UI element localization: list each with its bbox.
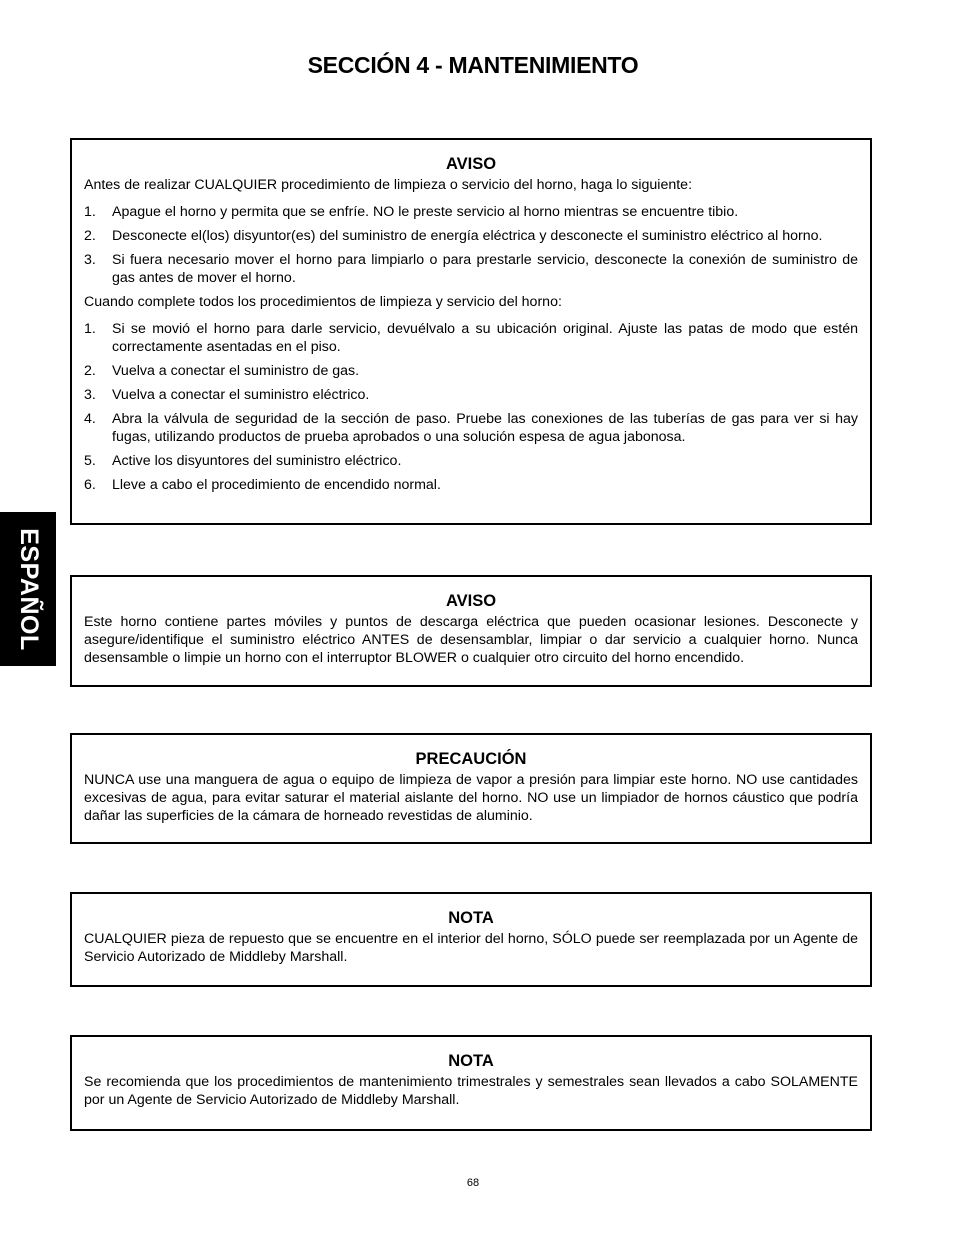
note-box-replacement-parts	[70, 892, 872, 987]
notice-middle: Cuando complete todos los procedimientos de limpieza y servicio del horno:	[84, 294, 562, 310]
caution-heading: PRECAUCIÓN	[415, 750, 527, 768]
step-text: Desconecte el(los) disyuntor(es) del suministro de energía eléctrica y desconecte el suministro eléctrico al horno.	[112, 228, 823, 244]
caution-box	[70, 733, 872, 844]
step-number: 2.	[84, 363, 96, 379]
page-number: 68	[466, 1177, 480, 1189]
step-text: Vuelva a conectar el suministro de gas.	[112, 363, 360, 379]
before-steps-list	[84, 203, 858, 287]
list-item	[84, 320, 858, 356]
notice-heading: AVISO	[445, 592, 497, 610]
notice-heading: AVISO	[445, 155, 497, 173]
step-number: 1.	[84, 204, 96, 220]
notice-box-electrical	[70, 575, 872, 687]
caution-body: NUNCA use una manguera de agua o equipo de limpieza de vapor a presión para limpiar este horno. NO use cantidades excesivas de agua, para evitar saturar el material aislante del horno. NO use un limpiador de hornos cáustico que podría dañar las superficies de la cámara de horneado revestidas de aluminio.	[84, 772, 858, 824]
step-text: Vuelva a conectar el suministro eléctrico.	[112, 387, 370, 403]
notice-box-cleaning-procedure	[70, 138, 872, 525]
language-side-tab	[0, 512, 56, 666]
note-heading: NOTA	[448, 1052, 494, 1070]
page-title: SECCIÓN 4 - MANTENIMIENTO	[307, 52, 639, 78]
list-item	[84, 410, 858, 446]
list-item	[84, 362, 858, 380]
step-number: 4.	[84, 411, 96, 427]
note-body: CUALQUIER pieza de repuesto que se encuentre en el interior del horno, SÓLO puede ser reemplazada por un Agente de Servicio Autorizado de Middleby Marshall.	[84, 931, 858, 965]
step-text: Abra la válvula de seguridad de la sección de paso. Pruebe las conexiones de las tuberías de gas para ver si hay fugas, utilizando productos de prueba aprobados o una solución espesa de agua jabonosa.	[112, 411, 858, 445]
after-steps-list	[84, 320, 858, 494]
side-tab-label: ESPAÑOL	[14, 527, 43, 651]
step-number: 3.	[84, 387, 96, 403]
note-body: Se recomienda que los procedimientos de mantenimiento trimestrales y semestrales sean llevados a cabo SOLAMENTE por un Agente de Servicio Autorizado de Middleby Marshall.	[84, 1074, 858, 1108]
note-box-maintenance	[70, 1035, 872, 1131]
note-heading: NOTA	[448, 909, 494, 927]
notice-intro: Antes de realizar CUALQUIER procedimiento de limpieza o servicio del horno, haga lo siguiente:	[84, 177, 693, 193]
step-text: Si se movió el horno para darle servicio, devuélvalo a su ubicación original. Ajuste las patas de modo que estén correctamente asentadas en el piso.	[112, 321, 858, 355]
notice-body: Este horno contiene partes móviles y puntos de descarga eléctrica que pueden ocasionar lesiones. Desconecte y asegure/identifique el suministro eléctrico ANTES de desensamblar, limpiar o dar servicio a cualquier horno. Nunca desensamble o limpie un horno con el interruptor BLOWER o cualquier otro circuito del horno encendido.	[84, 614, 858, 666]
step-number: 6.	[84, 477, 96, 493]
step-number: 2.	[84, 228, 96, 244]
list-item	[84, 203, 858, 221]
list-item	[84, 452, 858, 470]
list-item	[84, 386, 858, 404]
step-text: Apague el horno y permita que se enfríe. NO le preste servicio al horno mientras se encuentre tibio.	[112, 204, 739, 220]
step-number: 5.	[84, 453, 96, 469]
list-item	[84, 227, 858, 245]
step-text: Lleve a cabo el procedimiento de encendido normal.	[112, 477, 441, 493]
step-text: Si fuera necesario mover el horno para limpiarlo o para prestarle servicio, desconecte la conexión de suministro de gas antes de mover el horno.	[112, 252, 858, 286]
step-number: 1.	[84, 321, 96, 337]
list-item	[84, 251, 858, 287]
step-number: 3.	[84, 252, 96, 268]
step-text: Active los disyuntores del suministro eléctrico.	[112, 453, 402, 469]
list-item	[84, 476, 858, 494]
